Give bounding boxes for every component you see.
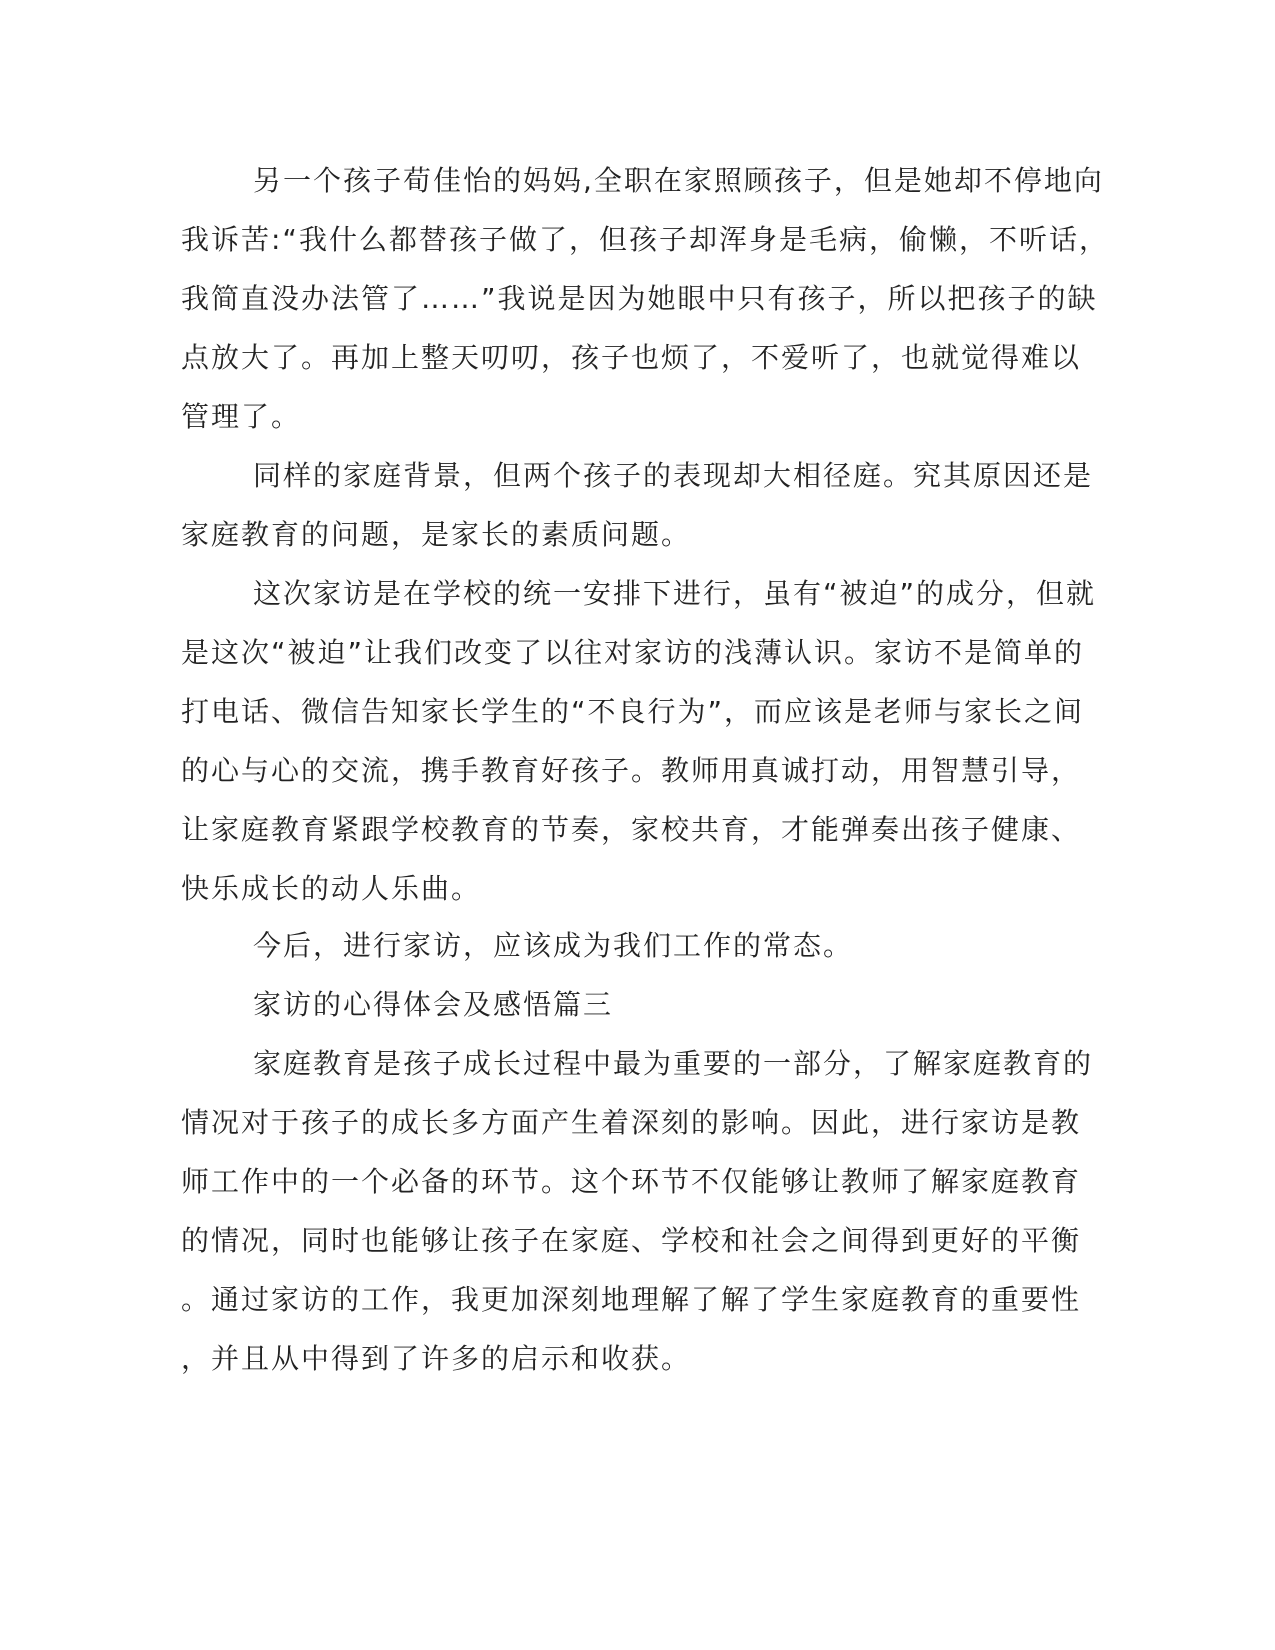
- text-line-7: 家庭教育的问题，是家长的素质问题。: [181, 518, 692, 551]
- text-line-16: 家庭教育是孩子成长过程中最为重要的一部分，了解家庭教育的: [253, 1047, 1094, 1080]
- text-line-12: 让家庭教育紧跟学校教育的节奏，家校共育，才能弹奏出孩子健康、: [181, 813, 1082, 846]
- text-line-18: 师工作中的一个必备的环节。这个环节不仅能够让教师了解家庭教育: [181, 1165, 1082, 1198]
- text-line-10: 打电话、微信告知家长学生的“不良行为”，而应该是老师与家长之间: [181, 695, 1085, 728]
- text-line-21: ，并且从中得到了许多的启示和收获。: [181, 1342, 692, 1375]
- text-line-3: 我简直没办法管了……”我说是因为她眼中只有孩子，所以把孩子的缺: [181, 282, 1098, 315]
- text-line-6: 同样的家庭背景，但两个孩子的表现却大相径庭。究其原因还是: [253, 459, 1094, 492]
- section-heading: 家访的心得体会及感悟篇三: [253, 988, 614, 1021]
- text-line-19: 的情况，同时也能够让孩子在家庭、学校和社会之间得到更好的平衡: [181, 1224, 1082, 1257]
- text-line-17: 情况对于孩子的成长多方面产生着深刻的影响。因此，进行家访是教: [181, 1106, 1082, 1139]
- text-line-13: 快乐成长的动人乐曲。: [181, 872, 482, 905]
- text-line-11: 的心与心的交流，携手教育好孩子。教师用真诚打动，用智慧引导，: [181, 754, 1082, 787]
- text-line-14: 今后，进行家访，应该成为我们工作的常态。: [253, 929, 854, 962]
- text-line-9: 是这次“被迫”让我们改变了以往对家访的浅薄认识。家访不是简单的: [181, 636, 1085, 669]
- text-line-20: 。通过家访的工作，我更加深刻地理解了解了学生家庭教育的重要性: [181, 1283, 1082, 1316]
- text-line-4: 点放大了。再加上整天叨叨，孩子也烦了，不爱听了，也就觉得难以: [181, 341, 1082, 374]
- text-line-2: 我诉苦:“我什么都替孩子做了，但孩子却浑身是毛病，偷懒，不听话，: [181, 223, 1109, 256]
- text-line-1: 另一个孩子荀佳怡的妈妈,全职在家照顾孩子，但是她却不停地向: [253, 164, 1104, 197]
- text-line-5: 管理了。: [181, 400, 302, 433]
- text-line-8: 这次家访是在学校的统一安排下进行，虽有“被迫”的成分，但就: [253, 577, 1097, 610]
